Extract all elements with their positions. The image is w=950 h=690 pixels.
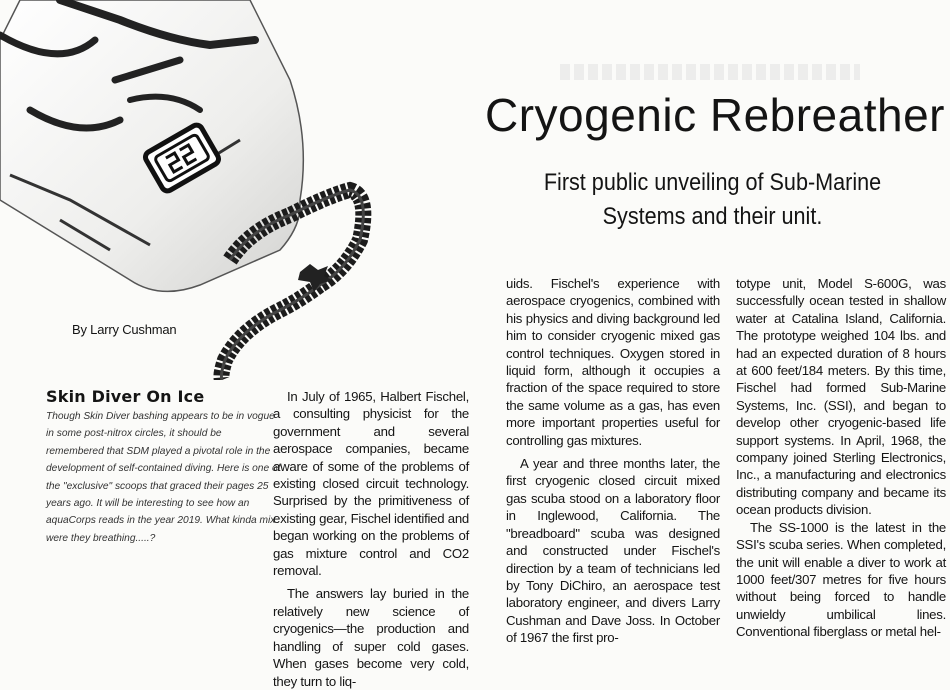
article-column-2 xyxy=(506,275,720,647)
paragraph: The SS-1000 is the latest in the SSI's scuba series. When completed, the unit will enable a diver to work at 1000 feet/307 metres for five hours without being forced to handle unwieldy umbilical lines. Conventional fiberglass or metal hel- xyxy=(736,519,946,640)
bleed-through-text xyxy=(560,64,860,80)
sidebar-box xyxy=(46,387,282,547)
unit-body xyxy=(0,0,303,291)
sidebar-heading: Skin Diver On Ice xyxy=(46,387,205,406)
article-column-3 xyxy=(736,275,946,641)
article-column-1 xyxy=(273,388,469,690)
paragraph: totype unit, Model S-600G, was successfully ocean tested in shallow water at Catalina Island, California. The prototype weighed 104 lbs. and had an expected duration of 8 hours at 600 feet/184 meters. By this time, Fischel had formed Sub-Marine Systems, Inc. (SSI), and began to develop other cryogenic-based life support systems. In April, 1968, the company joined Sterling Electronics, Inc., a manufacturing and electronics distributing company and became its ocean products division. xyxy=(736,276,946,518)
sidebar-body: Though Skin Diver bashing appears to be in vogue in some post-nitrox circles, it should be remembered that SDM played a pivotal role in the development of self-contained diving. Here is one of the "exclusive" scoops that graced their pages 25 years ago. It will be interesting to see how an aquaCorps reads in the year 2019. What kinda mix were they breathing.....? xyxy=(46,411,281,544)
paragraph: The answers lay buried in the relatively new science of cryogenics—the production and handling of super cold gases. When gases become very cold, they turn to liq- xyxy=(273,586,469,689)
paragraph: uids. Fischel's experience with aerospace cryogenics, combined with his physics and diving background led him to consider cryogenic mixed gas control techniques. Oxygen stored in liquid form, although it occupies a fraction of the space required to store the same volume as a gas, has even more important properties useful for controlling gas mixtures. xyxy=(506,276,720,448)
byline: By Larry Cushman xyxy=(72,322,177,337)
rebreather-photo xyxy=(0,0,450,380)
article-subtitle: First public unveiling of Sub-Marine Systems and their unit. xyxy=(543,169,882,230)
paragraph: In July of 1965, Halbert Fischel, a consulting physicist for the government and several aerospace companies, became aware of some of the problems of existing closed circuit technology. Surprised by the primitiveness of existing gear, Fischel identified and began working on the problems of gas mixture control and CO2 removal. xyxy=(273,389,470,579)
article-title: Cryogenic Rebreather xyxy=(484,89,945,141)
paragraph: A year and three months later, the first cryogenic closed circuit mixed gas scuba stood on a laboratory floor in Inglewood, California. The "breadboard" scuba was designed and constructed under Fischel's direction by a team of technicians led by Tony DiChiro, an aerospace test laboratory engineer, and divers Larry Cushman and Dave Joss. In October of 1967 the first pro- xyxy=(506,456,720,646)
